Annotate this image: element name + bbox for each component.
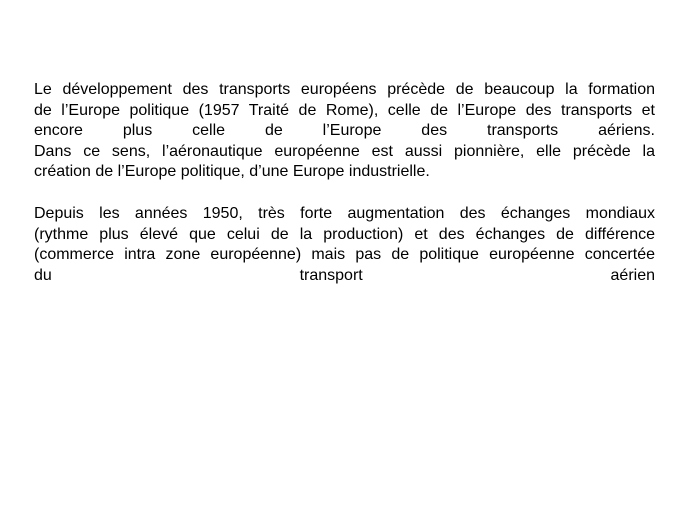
paragraph-1-line-3: encore plus celle de l’Europe des transports aériens. xyxy=(34,122,655,140)
paragraph-1-line-5: création de l’Europe politique, d’une Europe industrielle. xyxy=(34,163,430,181)
paragraph-2-line-4: du transport aérien xyxy=(34,266,655,284)
paragraph-2-line-1: Depuis les années 1950, très forte augmentation des échanges mondiaux xyxy=(34,205,655,222)
paragraph-1-line-2: de l’Europe politique (1957 Traité de Rome), celle de l’Europe des transports et xyxy=(34,101,655,119)
paragraph-1-line-4: Dans ce sens, l’aéronautique européenne est aussi pionnière, elle précède la xyxy=(34,142,655,160)
paragraph-2 xyxy=(34,204,655,286)
paragraph-1 xyxy=(34,80,655,183)
paragraph-2-line-3: (commerce intra zone européenne) mais pas de politique européenne concertée xyxy=(34,246,655,264)
paragraph-1-line-1: Le développement des transports européens précède de beaucoup la formation xyxy=(34,81,655,98)
paragraph-2-line-2: (rythme plus élevé que celui de la production) et des échanges de différence xyxy=(34,225,655,243)
